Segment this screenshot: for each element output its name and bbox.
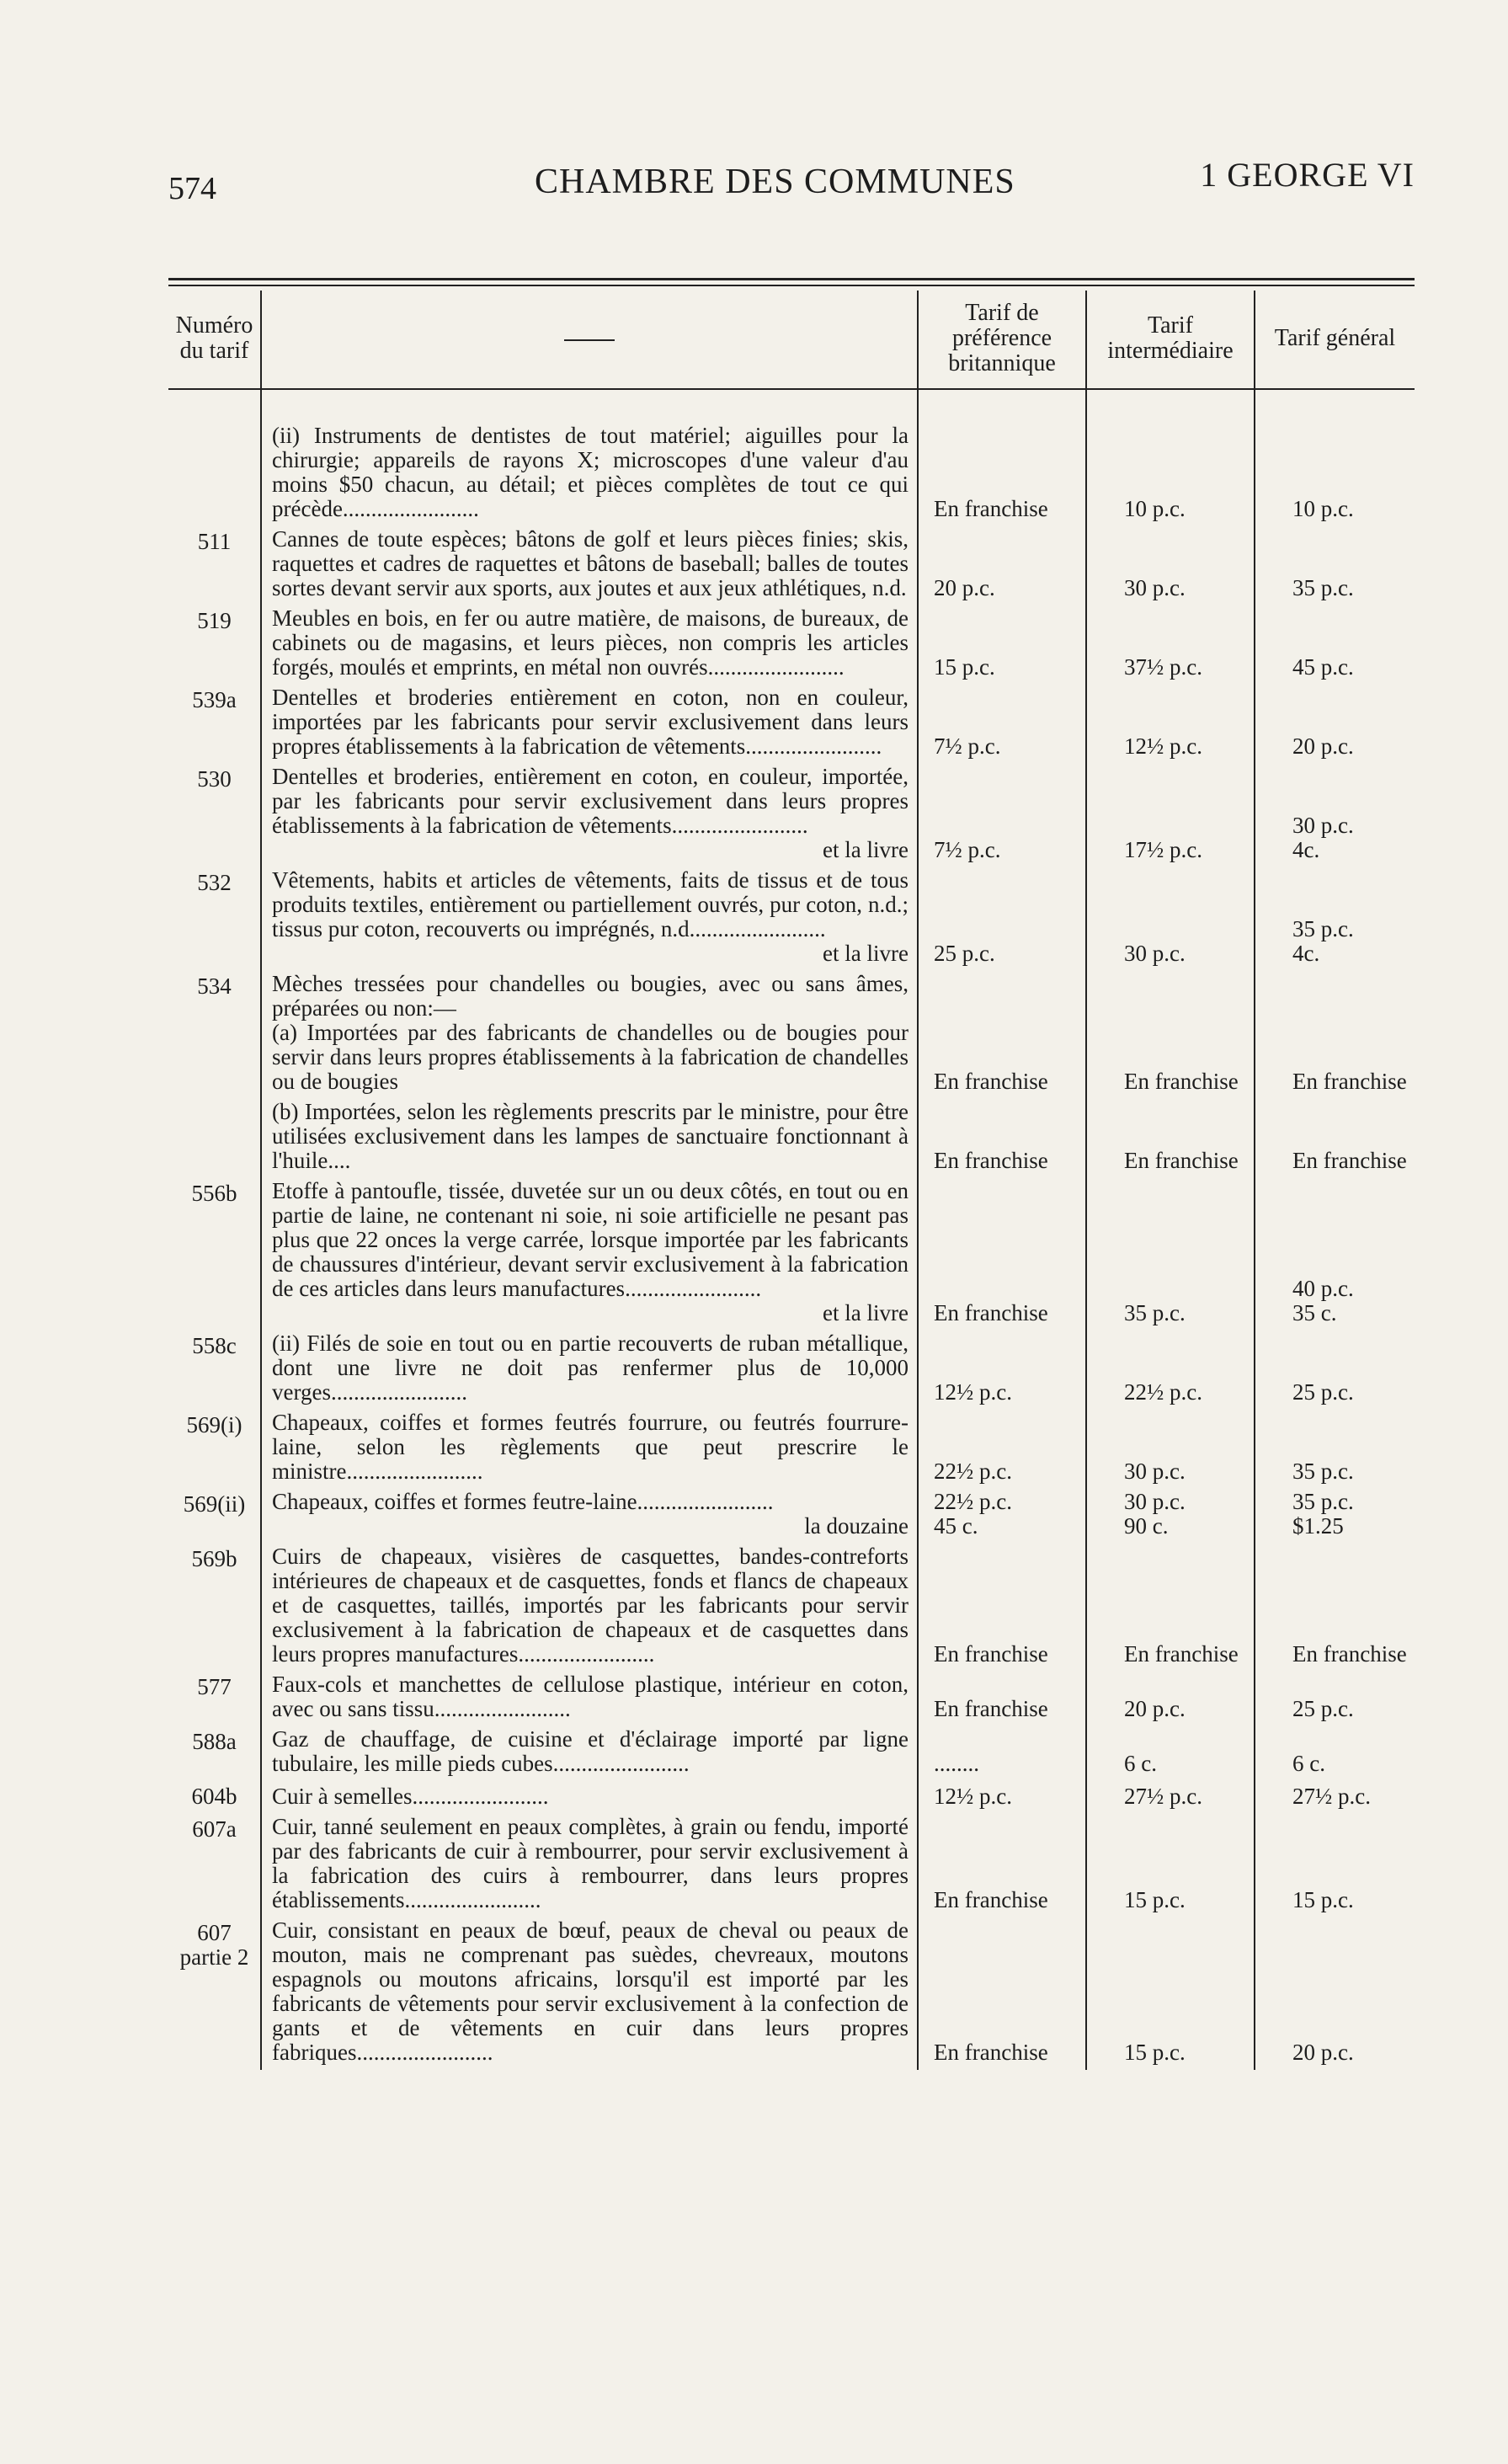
preferential-rate-value: En franchise — [934, 1069, 1048, 1094]
tariff-description — [261, 1410, 918, 1489]
general-rate — [1255, 1178, 1415, 1331]
intermediate-rate-value: 12½ p.c. — [1124, 733, 1202, 759]
intermediate-rate — [1086, 764, 1255, 867]
general-rate-value: 15 p.c. — [1292, 1887, 1354, 1912]
intermediate-rate — [1086, 1726, 1255, 1781]
tariff-number: 569(i) — [168, 1410, 261, 1489]
preferential-rate — [918, 1544, 1086, 1672]
preferential-rate — [918, 1099, 1086, 1178]
preferential-rate — [918, 1726, 1086, 1781]
tariff-description — [261, 1178, 918, 1331]
description-paragraph: Cuir, consistant en peaux de bœuf, peaux de cheval ou peaux de mouton, mais ne comprenant pas suèdes, chevreaux, moutons espagnols ou moutons africains, lorsqu'il est importé par les fabricants de vêtements pour servir exclusivement à la confection de gants et de vêtements en cuir dans leurs propres fabriques........................ — [272, 1917, 909, 2065]
intermediate-rate-value: 6 c. — [1124, 1751, 1157, 1776]
preferential-rate-value: En franchise — [934, 1300, 1048, 1325]
description-paragraph: Chapeaux, coiffes et formes feutre-laine........................ — [272, 1489, 774, 1514]
preferential-rate — [918, 1331, 1086, 1410]
preferential-rate-value: 25 p.c. — [934, 941, 995, 966]
col-header-intermediate: Tarif intermédiaire — [1086, 291, 1255, 389]
intermediate-rate — [1086, 1917, 1255, 2070]
table-row — [168, 389, 1415, 526]
preferential-rate — [918, 1489, 1086, 1544]
intermediate-rate-value: 15 p.c. — [1124, 2040, 1186, 2065]
intermediate-rate-value: 35 p.c. — [1124, 1300, 1186, 1325]
description-paragraph: Vêtements, habits et articles de vêtements, faits de tissus et de tous produits textiles, entièrement ou partiellement ouvrés, pur coton, n.d.; tissus pur coton, recouverts ou imprégnés, n.d........................ — [272, 867, 909, 941]
table-row — [168, 971, 1415, 1099]
top-rule-thin — [168, 285, 1415, 286]
table-body — [168, 389, 1415, 2070]
table-row — [168, 1544, 1415, 1672]
general-rate-value: 35 p.c. — [1292, 575, 1354, 600]
general-rate-value: 35 p.c. — [1292, 916, 1354, 941]
description-paragraph: Cuir à semelles........................ — [272, 1784, 549, 1809]
tariff-description — [261, 1489, 918, 1544]
intermediate-rate-value: 30 p.c. — [1124, 575, 1186, 600]
intermediate-rate-value: 30 p.c. — [1124, 1459, 1186, 1484]
top-rule — [168, 278, 1415, 280]
unit-label: et la livre — [823, 837, 909, 862]
tariff-number: 607 partie 2 — [168, 1917, 261, 2070]
general-rate — [1255, 605, 1415, 685]
general-rate — [1255, 867, 1415, 971]
tariff-number: 569b — [168, 1544, 261, 1672]
general-rate — [1255, 764, 1415, 867]
tariff-number: 604b — [168, 1781, 261, 1814]
preferential-rate — [918, 1781, 1086, 1814]
description-paragraph: Meubles en bois, en fer ou autre matière, de maisons, de bureaux, de cabinets ou de magasins, et leurs pièces, non compris les articles forgés, moulés et emprints, en métal non ouvrés........................ — [272, 605, 909, 680]
table-row — [168, 605, 1415, 685]
intermediate-rate — [1086, 685, 1255, 764]
description-paragraph: Etoffe à pantoufle, tissée, duvetée sur un ou deux côtés, en tout ou en partie de laine, ne contenant ni soie, ni soie artificielle ne pesant pas plus que 22 onces la verge carrée, lorsque importée par les fabricants de chaussures d'intérieur, devant servir exclusivement à la fabrication de ces articles dans leurs manufactures........................ — [272, 1178, 909, 1301]
preferential-rate-value: 15 p.c. — [934, 654, 995, 680]
intermediate-rate-value: En franchise — [1124, 1148, 1239, 1173]
preferential-rate — [918, 1410, 1086, 1489]
general-rate — [1255, 389, 1415, 526]
page-header — [168, 152, 1415, 211]
preferential-rate — [918, 1814, 1086, 1917]
col-header-preferential: Tarif de préférence britannique — [918, 291, 1086, 389]
intermediate-rate — [1086, 1178, 1255, 1331]
general-rate — [1255, 1544, 1415, 1672]
tariff-description — [261, 764, 918, 867]
intermediate-rate — [1086, 1489, 1255, 1544]
tariff-description — [261, 1544, 918, 1672]
general-rate — [1255, 1726, 1415, 1781]
intermediate-rate-value-2: 90 c. — [1124, 1513, 1169, 1539]
general-rate — [1255, 526, 1415, 605]
page-title: CHAMBRE DES COMMUNES — [535, 163, 1015, 201]
table-row — [168, 1917, 1415, 2070]
intermediate-rate-value: En franchise — [1124, 1069, 1239, 1094]
preferential-rate-value: 12½ p.c. — [934, 1784, 1012, 1809]
intermediate-rate — [1086, 1781, 1255, 1814]
general-rate — [1255, 1489, 1415, 1544]
tariff-number — [168, 1099, 261, 1178]
tariff-number: 569(ii) — [168, 1489, 261, 1544]
unit-label: la douzaine — [804, 1513, 909, 1539]
intermediate-rate — [1086, 526, 1255, 605]
tariff-description — [261, 1726, 918, 1781]
intermediate-rate — [1086, 1672, 1255, 1726]
description-paragraph: Gaz de chauffage, de cuisine et d'éclairage importé par ligne tubulaire, les mille pieds cubes........................ — [272, 1726, 909, 1776]
preferential-rate-value: En franchise — [934, 2040, 1048, 2065]
tariff-number: 539a — [168, 685, 261, 764]
intermediate-rate — [1086, 971, 1255, 1099]
tariff-description — [261, 1814, 918, 1917]
preferential-rate-value: 12½ p.c. — [934, 1379, 1012, 1405]
preferential-rate — [918, 1917, 1086, 2070]
tariff-description — [261, 1917, 918, 2070]
general-rate-value-2: $1.25 — [1292, 1513, 1344, 1539]
table-row — [168, 867, 1415, 971]
general-rate-value: 25 p.c. — [1292, 1696, 1354, 1721]
tariff-number: 607a — [168, 1814, 261, 1917]
tariff-number: 577 — [168, 1672, 261, 1726]
preferential-rate-value: En franchise — [934, 496, 1048, 521]
intermediate-rate-value: 22½ p.c. — [1124, 1379, 1202, 1405]
general-rate-value: 40 p.c. — [1292, 1276, 1354, 1301]
preferential-rate — [918, 605, 1086, 685]
header-dash — [564, 339, 615, 341]
description-paragraph: Cannes de toute espèces; bâtons de golf et leurs pièces finies; skis, raquettes et cadres de raquettes et bâtons de baseball; balles de toutes sortes devant servir aux sports, aux joutes et aux jeux athlétiques, n.d. — [272, 526, 909, 600]
page-number: 574 — [168, 171, 216, 206]
general-rate — [1255, 1917, 1415, 2070]
intermediate-rate-value: 17½ p.c. — [1124, 837, 1202, 862]
table-row — [168, 1672, 1415, 1726]
description-paragraph: (a) Importées par des fabricants de chandelles ou de bougies pour servir dans leurs propres établissements à la fabrication de chandelles ou de bougies — [272, 1020, 909, 1094]
description-paragraph: Chapeaux, coiffes et formes feutrés fourrure, ou feutrés fourrure-laine, selon les règlements que peut prescrire le ministre........................ — [272, 1410, 909, 1484]
table-header-row — [168, 291, 1415, 389]
preferential-rate — [918, 1672, 1086, 1726]
description-paragraph: (ii) Instruments de dentistes de tout matériel; aiguilles pour la chirurgie; appareils de rayons X; microscopes d'une valeur d'au moins $50 chacun, au détail; et pièces complètes de tout ce qui précède........................ — [272, 423, 909, 521]
preferential-rate — [918, 526, 1086, 605]
general-rate-value: En franchise — [1292, 1641, 1407, 1667]
general-rate — [1255, 1099, 1415, 1178]
description-paragraph: Faux-cols et manchettes de cellulose plastique, intérieur en coton, avec ou sans tissu........................ — [272, 1672, 909, 1721]
general-rate — [1255, 1410, 1415, 1489]
general-rate — [1255, 971, 1415, 1099]
reign-label: 1 GEORGE VI — [1200, 156, 1415, 194]
col-header-general: Tarif général — [1255, 291, 1415, 389]
table-row — [168, 1814, 1415, 1917]
tariff-table — [168, 291, 1415, 2070]
general-rate — [1255, 685, 1415, 764]
table-row — [168, 1726, 1415, 1781]
tariff-description — [261, 1331, 918, 1410]
intermediate-rate — [1086, 1410, 1255, 1489]
tariff-number: 511 — [168, 526, 261, 605]
general-rate-value-2: 4c. — [1292, 941, 1320, 966]
tariff-number — [168, 389, 261, 526]
description-paragraph: Cuir, tanné seulement en peaux complètes, à grain ou fendu, importé par des fabricants de cuir à rembourrer, pour servir exclusivement à la fabrication des cuirs à rembourrer, dans leurs propres établissements........................ — [272, 1814, 909, 1912]
general-rate-value: En franchise — [1292, 1148, 1407, 1173]
general-rate-value-2: 4c. — [1292, 837, 1320, 862]
intermediate-rate-value: 20 p.c. — [1124, 1696, 1186, 1721]
general-rate-value: 45 p.c. — [1292, 654, 1354, 680]
general-rate-value: 35 p.c. — [1292, 1459, 1354, 1484]
tariff-number: 530 — [168, 764, 261, 867]
unit-label: et la livre — [823, 941, 909, 966]
intermediate-rate — [1086, 389, 1255, 526]
preferential-rate — [918, 389, 1086, 526]
table-row — [168, 1178, 1415, 1331]
intermediate-rate — [1086, 1544, 1255, 1672]
tariff-description — [261, 867, 918, 971]
intermediate-rate-value: 37½ p.c. — [1124, 654, 1202, 680]
preferential-rate-value: ........ — [934, 1751, 979, 1776]
table-row — [168, 685, 1415, 764]
table-row — [168, 526, 1415, 605]
tariff-number: 588a — [168, 1726, 261, 1781]
general-rate-value: 10 p.c. — [1292, 496, 1354, 521]
tariff-number: 519 — [168, 605, 261, 685]
tariff-description — [261, 1672, 918, 1726]
general-rate-value: 25 p.c. — [1292, 1379, 1354, 1405]
preferential-rate — [918, 764, 1086, 867]
tariff-description — [261, 971, 918, 1099]
tariff-description — [261, 526, 918, 605]
table-row — [168, 1099, 1415, 1178]
intermediate-rate — [1086, 605, 1255, 685]
preferential-rate — [918, 971, 1086, 1099]
preferential-rate-value: 22½ p.c. — [934, 1489, 1012, 1514]
general-rate-value: 27½ p.c. — [1292, 1784, 1371, 1809]
intermediate-rate-value: 27½ p.c. — [1124, 1784, 1202, 1809]
tariff-number: 532 — [168, 867, 261, 971]
intermediate-rate-value: 30 p.c. — [1124, 941, 1186, 966]
tariff-description — [261, 605, 918, 685]
preferential-rate-value: En franchise — [934, 1641, 1048, 1667]
table-row — [168, 1410, 1415, 1489]
preferential-rate — [918, 685, 1086, 764]
preferential-rate-value: 20 p.c. — [934, 575, 995, 600]
intermediate-rate-value: 15 p.c. — [1124, 1887, 1186, 1912]
description-paragraph: Mèches tressées pour chandelles ou bougies, avec ou sans âmes, préparées ou non:— — [272, 971, 909, 1021]
general-rate-value-2: 35 c. — [1292, 1300, 1337, 1325]
preferential-rate — [918, 867, 1086, 971]
intermediate-rate — [1086, 1099, 1255, 1178]
tariff-number: 556b — [168, 1178, 261, 1331]
general-rate-value: 20 p.c. — [1292, 733, 1354, 759]
intermediate-rate-value: 10 p.c. — [1124, 496, 1186, 521]
table-row — [168, 1489, 1415, 1544]
tariff-description — [261, 685, 918, 764]
col-header-description — [261, 291, 918, 389]
description-paragraph: (b) Importées, selon les règlements prescrits par le ministre, pour être utilisées exclusivement dans les lampes de sanctuaire fonctionnant à l'huile.... — [272, 1099, 909, 1173]
unit-label: et la livre — [823, 1300, 909, 1325]
description-paragraph: Dentelles et broderies entièrement en coton, non en couleur, importées par les fabricants pour servir exclusivement dans leurs propres établissements à la fabrication de vêtements........................ — [272, 685, 909, 759]
preferential-rate-value: 22½ p.c. — [934, 1459, 1012, 1484]
preferential-rate-value: En franchise — [934, 1696, 1048, 1721]
preferential-rate-value: 7½ p.c. — [934, 837, 1001, 862]
intermediate-rate — [1086, 867, 1255, 971]
general-rate — [1255, 1672, 1415, 1726]
preferential-rate-value-2: 45 c. — [934, 1513, 978, 1539]
tariff-description — [261, 1099, 918, 1178]
description-paragraph: Cuirs de chapeaux, visières de casquettes, bandes-contreforts intérieures de chapeaux et de casquettes, fonds et flancs de chapeaux et de casquettes, taillés, importés par les fabricants pour servir exclusivement à la fabrication de chapeaux et de casquettes dans leurs propres manufactures........................ — [272, 1544, 909, 1667]
preferential-rate-value: En franchise — [934, 1148, 1048, 1173]
general-rate — [1255, 1814, 1415, 1917]
table-row — [168, 1781, 1415, 1814]
description-paragraph: (ii) Filés de soie en tout ou en partie recouverts de ruban métallique, dont une livre ne doit pas renfermer plus de 10,000 verges........................ — [272, 1331, 909, 1405]
col-header-number: Numéro du tarif — [168, 291, 261, 389]
intermediate-rate — [1086, 1331, 1255, 1410]
intermediate-rate-value: 30 p.c. — [1124, 1489, 1186, 1514]
tariff-number: 534 — [168, 971, 261, 1099]
tariff-description — [261, 1781, 918, 1814]
general-rate-value: 20 p.c. — [1292, 2040, 1354, 2065]
general-rate — [1255, 1781, 1415, 1814]
tariff-number: 558c — [168, 1331, 261, 1410]
general-rate-value: 35 p.c. — [1292, 1489, 1354, 1514]
preferential-rate — [918, 1178, 1086, 1331]
intermediate-rate-value: En franchise — [1124, 1641, 1239, 1667]
general-rate-value: En franchise — [1292, 1069, 1407, 1094]
general-rate-value: 30 p.c. — [1292, 813, 1354, 838]
table-row — [168, 764, 1415, 867]
description-paragraph: Dentelles et broderies, entièrement en coton, en couleur, importée, par les fabricants pour servir exclusivement dans leurs propres établissements à la fabrication de vêtements........................ — [272, 764, 909, 838]
general-rate — [1255, 1331, 1415, 1410]
tariff-description — [261, 389, 918, 526]
general-rate-value: 6 c. — [1292, 1751, 1325, 1776]
preferential-rate-value: En franchise — [934, 1887, 1048, 1912]
table-row — [168, 1331, 1415, 1410]
intermediate-rate — [1086, 1814, 1255, 1917]
preferential-rate-value: 7½ p.c. — [934, 733, 1001, 759]
